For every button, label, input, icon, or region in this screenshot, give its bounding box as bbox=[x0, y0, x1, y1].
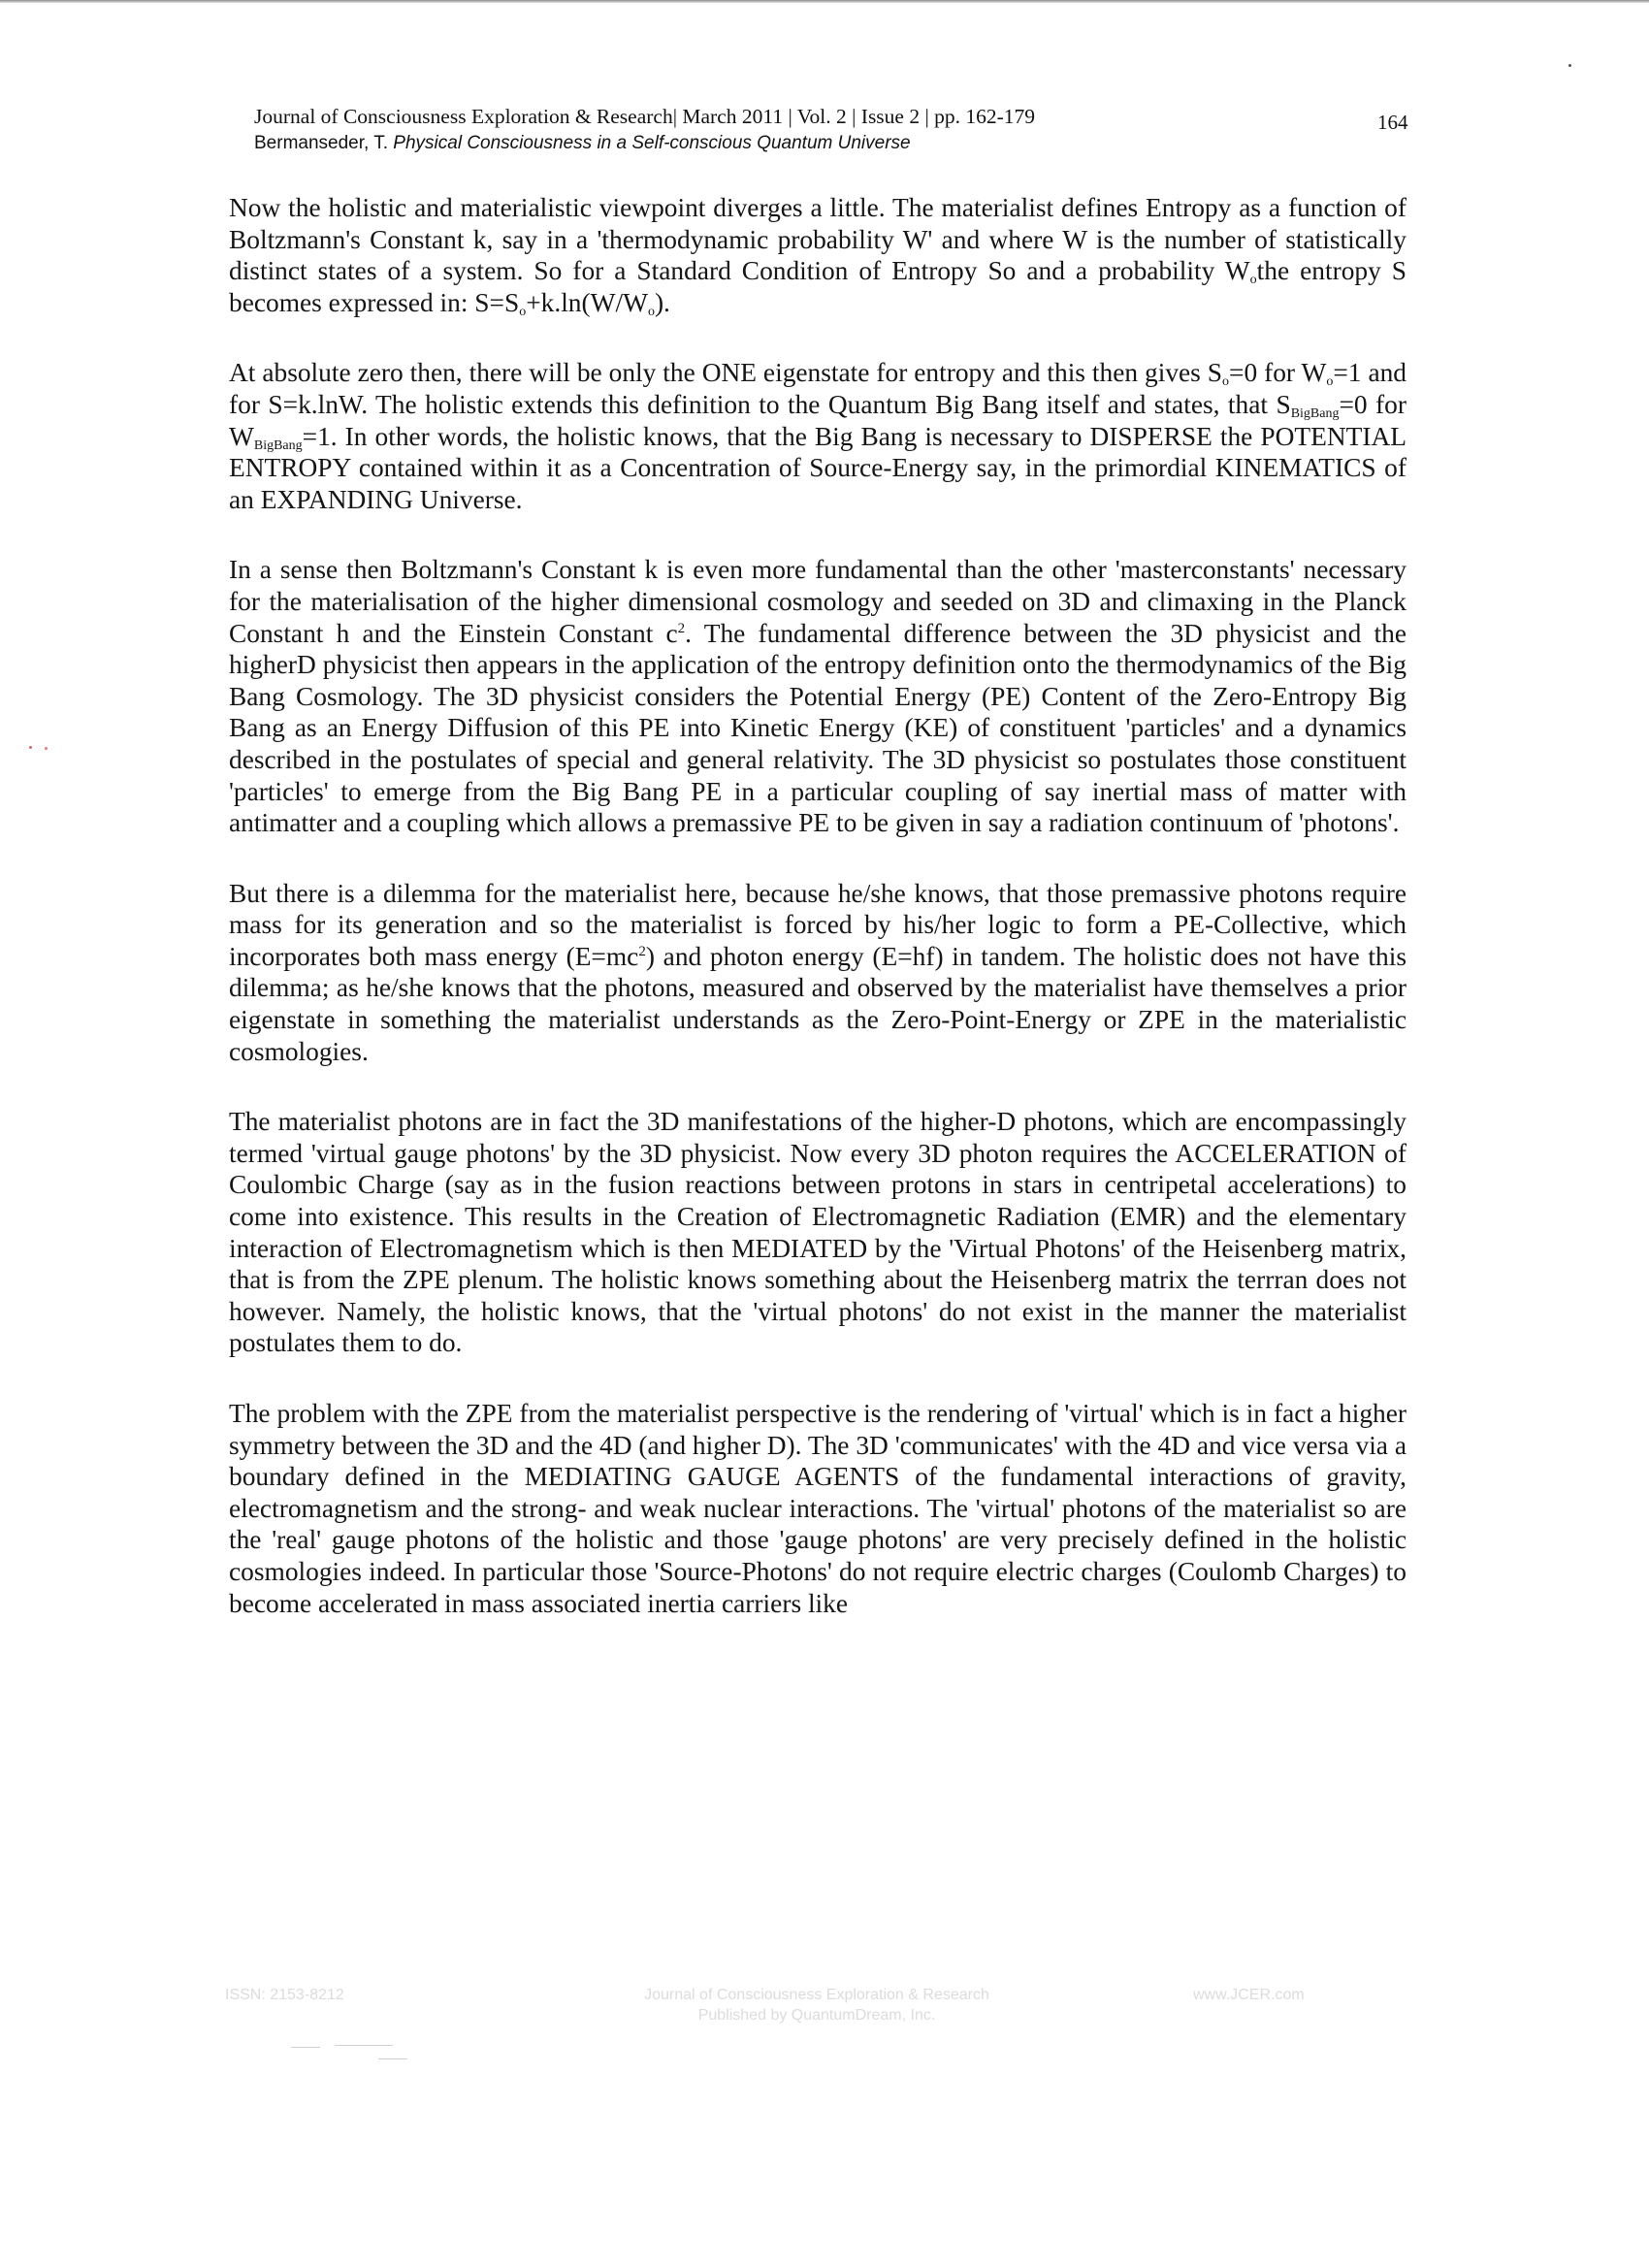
scan-speck bbox=[45, 747, 48, 750]
text-run: =0 for W bbox=[229, 389, 1406, 451]
text-run: =1 and for S=k.lnW. The holistic extends this definition to the Quantum Big Bang itself and states, that S bbox=[229, 358, 1406, 419]
superscript: 2 bbox=[638, 943, 646, 959]
paragraph bbox=[229, 192, 1406, 318]
text-run: =1. In other words, the holistic knows, that the Big Bang is necessary to DISPERSE the POTENTIAL ENTROPY contained within it as a Concentration of Source-Energy say, in the primordial KINEMATICS of an EXPANDING Universe. bbox=[229, 421, 1406, 514]
paragraph bbox=[229, 554, 1406, 838]
text-run: Now the holistic and materialistic viewpoint diverges a little. The materialist defines Entropy as a function of Boltzmann's Constant k, say in a 'thermodynamic probability W' and where W is the number of statistically distinct states of a system. So for a Standard Condition of Entropy So and a probability W bbox=[229, 193, 1406, 286]
footer-issn: ISSN: 2153-8212 bbox=[225, 1987, 344, 2003]
subscript: o bbox=[519, 304, 527, 319]
subscript: o bbox=[1222, 374, 1230, 390]
footer-publisher: Published by QuantumDream, Inc. bbox=[697, 2007, 936, 2024]
footer-url: www.JCER.com bbox=[1193, 1987, 1305, 2003]
text-run: In a sense then Boltzmann's Constant k is even more fundamental than the other 'masterconstants' necessary for the materialisation of the higher dimensional cosmology and seeded on 3D and climaxing in the Planck Constant h and the Einstein Constant c bbox=[229, 555, 1406, 648]
paragraph bbox=[229, 357, 1406, 515]
page-number: 164 bbox=[1377, 111, 1408, 134]
subscript: BigBang bbox=[1290, 405, 1340, 421]
subscript: o bbox=[647, 304, 655, 319]
author-name: Bermanseder, T. bbox=[254, 133, 389, 153]
text-run: But there is a dilemma for the materialist here, because he/she knows, that those premassive photons require mass for its generation and so the materialist is forced by his/her logic to form a PE-Collective, which incorporates both mass energy (E=mc bbox=[229, 878, 1406, 971]
subscript: BigBang bbox=[253, 437, 303, 453]
text-run: ). bbox=[654, 287, 670, 317]
footer-journal-name: Journal of Consciousness Exploration & Research bbox=[644, 1987, 989, 2003]
paragraph: The problem with the ZPE from the materialist perspective is the rendering of 'virtual' which is in fact a higher symmetry between the 3D and the 4D (and higher D). The 3D 'communicates' with the 4D and vice versa via a boundary defined in the MEDIATING GAUGE AGENTS of the fundamental interactions of gravity, electromagnetism and the strong- and weak nuclear interactions. The 'virtual' photons of the materialist so are the 'real' gauge photons of the holistic and those 'gauge photons' are very precisely defined in the holistic cosmologies indeed. In particular those 'Source-Photons' do not require electric charges (Coulomb Charges) to become accelerated in mass associated inertia carriers like bbox=[229, 1399, 1406, 1618]
text-run: ) and photon energy (E=hf) in tandem. The holistic does not have this dilemma; as he/she knows that the photons, measured and observed by the materialist have themselves a prior eigenstate in something the materialist understands as the Zero-Point-Energy or ZPE in the materialistic cosmologies. bbox=[229, 941, 1406, 1066]
superscript: 2 bbox=[677, 620, 686, 636]
subscript: o bbox=[1249, 273, 1257, 288]
paragraph bbox=[229, 878, 1406, 1068]
scan-smudge bbox=[378, 2058, 407, 2059]
subscript: o bbox=[1326, 374, 1334, 390]
page-top-edge bbox=[0, 0, 1649, 3]
running-head bbox=[254, 103, 1418, 157]
journal-citation-line: Journal of Consciousness Exploration & Research| March 2011 | Vol. 2 | Issue 2 | pp. 162-179 bbox=[254, 105, 1036, 128]
footer-journal bbox=[613, 1985, 1020, 2025]
scan-speck bbox=[1568, 64, 1571, 67]
scan-smudge bbox=[291, 2047, 320, 2048]
author-title-line bbox=[254, 130, 1418, 157]
text-run: the entropy S becomes expressed in: S=S bbox=[229, 256, 1407, 317]
scan-smudge bbox=[335, 2045, 393, 2046]
text-run: +k.ln(W/W bbox=[526, 287, 648, 317]
article-body bbox=[229, 192, 1406, 1658]
article-title: Physical Consciousness in a Self-conscious Quantum Universe bbox=[393, 133, 911, 153]
text-run: . The fundamental difference between the 3D physicist and the higherD physicist then appears in the application of the entropy definition onto the thermodynamics of the Big Bang Cosmology. The 3D physicist considers the Potential Energy (PE) Content of the Zero-Entropy Big Bang as an Energy Diffusion of this PE into Kinetic Energy (KE) of constituent 'particles' and a dynamics described in the postulates of special and general relativity. The 3D physicist so postulates those constituent 'particles' to emerge from the Big Bang PE in a particular coupling of say inertial mass of matter with antimatter and a coupling which allows a premassive PE to be given in say a radiation continuum of 'photons'. bbox=[229, 618, 1406, 838]
scan-speck bbox=[29, 746, 32, 749]
text-run: =0 for W bbox=[1229, 358, 1327, 388]
paragraph: The materialist photons are in fact the 3D manifestations of the higher-D photons, which are encompassingly termed 'virtual gauge photons' by the 3D physicist. Now every 3D photon requires the ACCELERATION of Coulombic Charge (say as in the fusion reactions between protons in stars in centripetal accelerations) to come into existence. This results in the Creation of Electromagnetic Radiation (EMR) and the elementary interaction of Electromagnetism which is then MEDIATED by the 'Virtual Photons' of the Heisenberg matrix, that is from the ZPE plenum. The holistic knows something about the Heisenberg matrix the terrran does not however. Namely, the holistic knows, that the 'virtual photons' do not exist in the manner the materialist postulates them to do. bbox=[229, 1107, 1406, 1358]
text-run: At absolute zero then, there will be only the ONE eigenstate for entropy and this then gives S bbox=[229, 358, 1223, 388]
